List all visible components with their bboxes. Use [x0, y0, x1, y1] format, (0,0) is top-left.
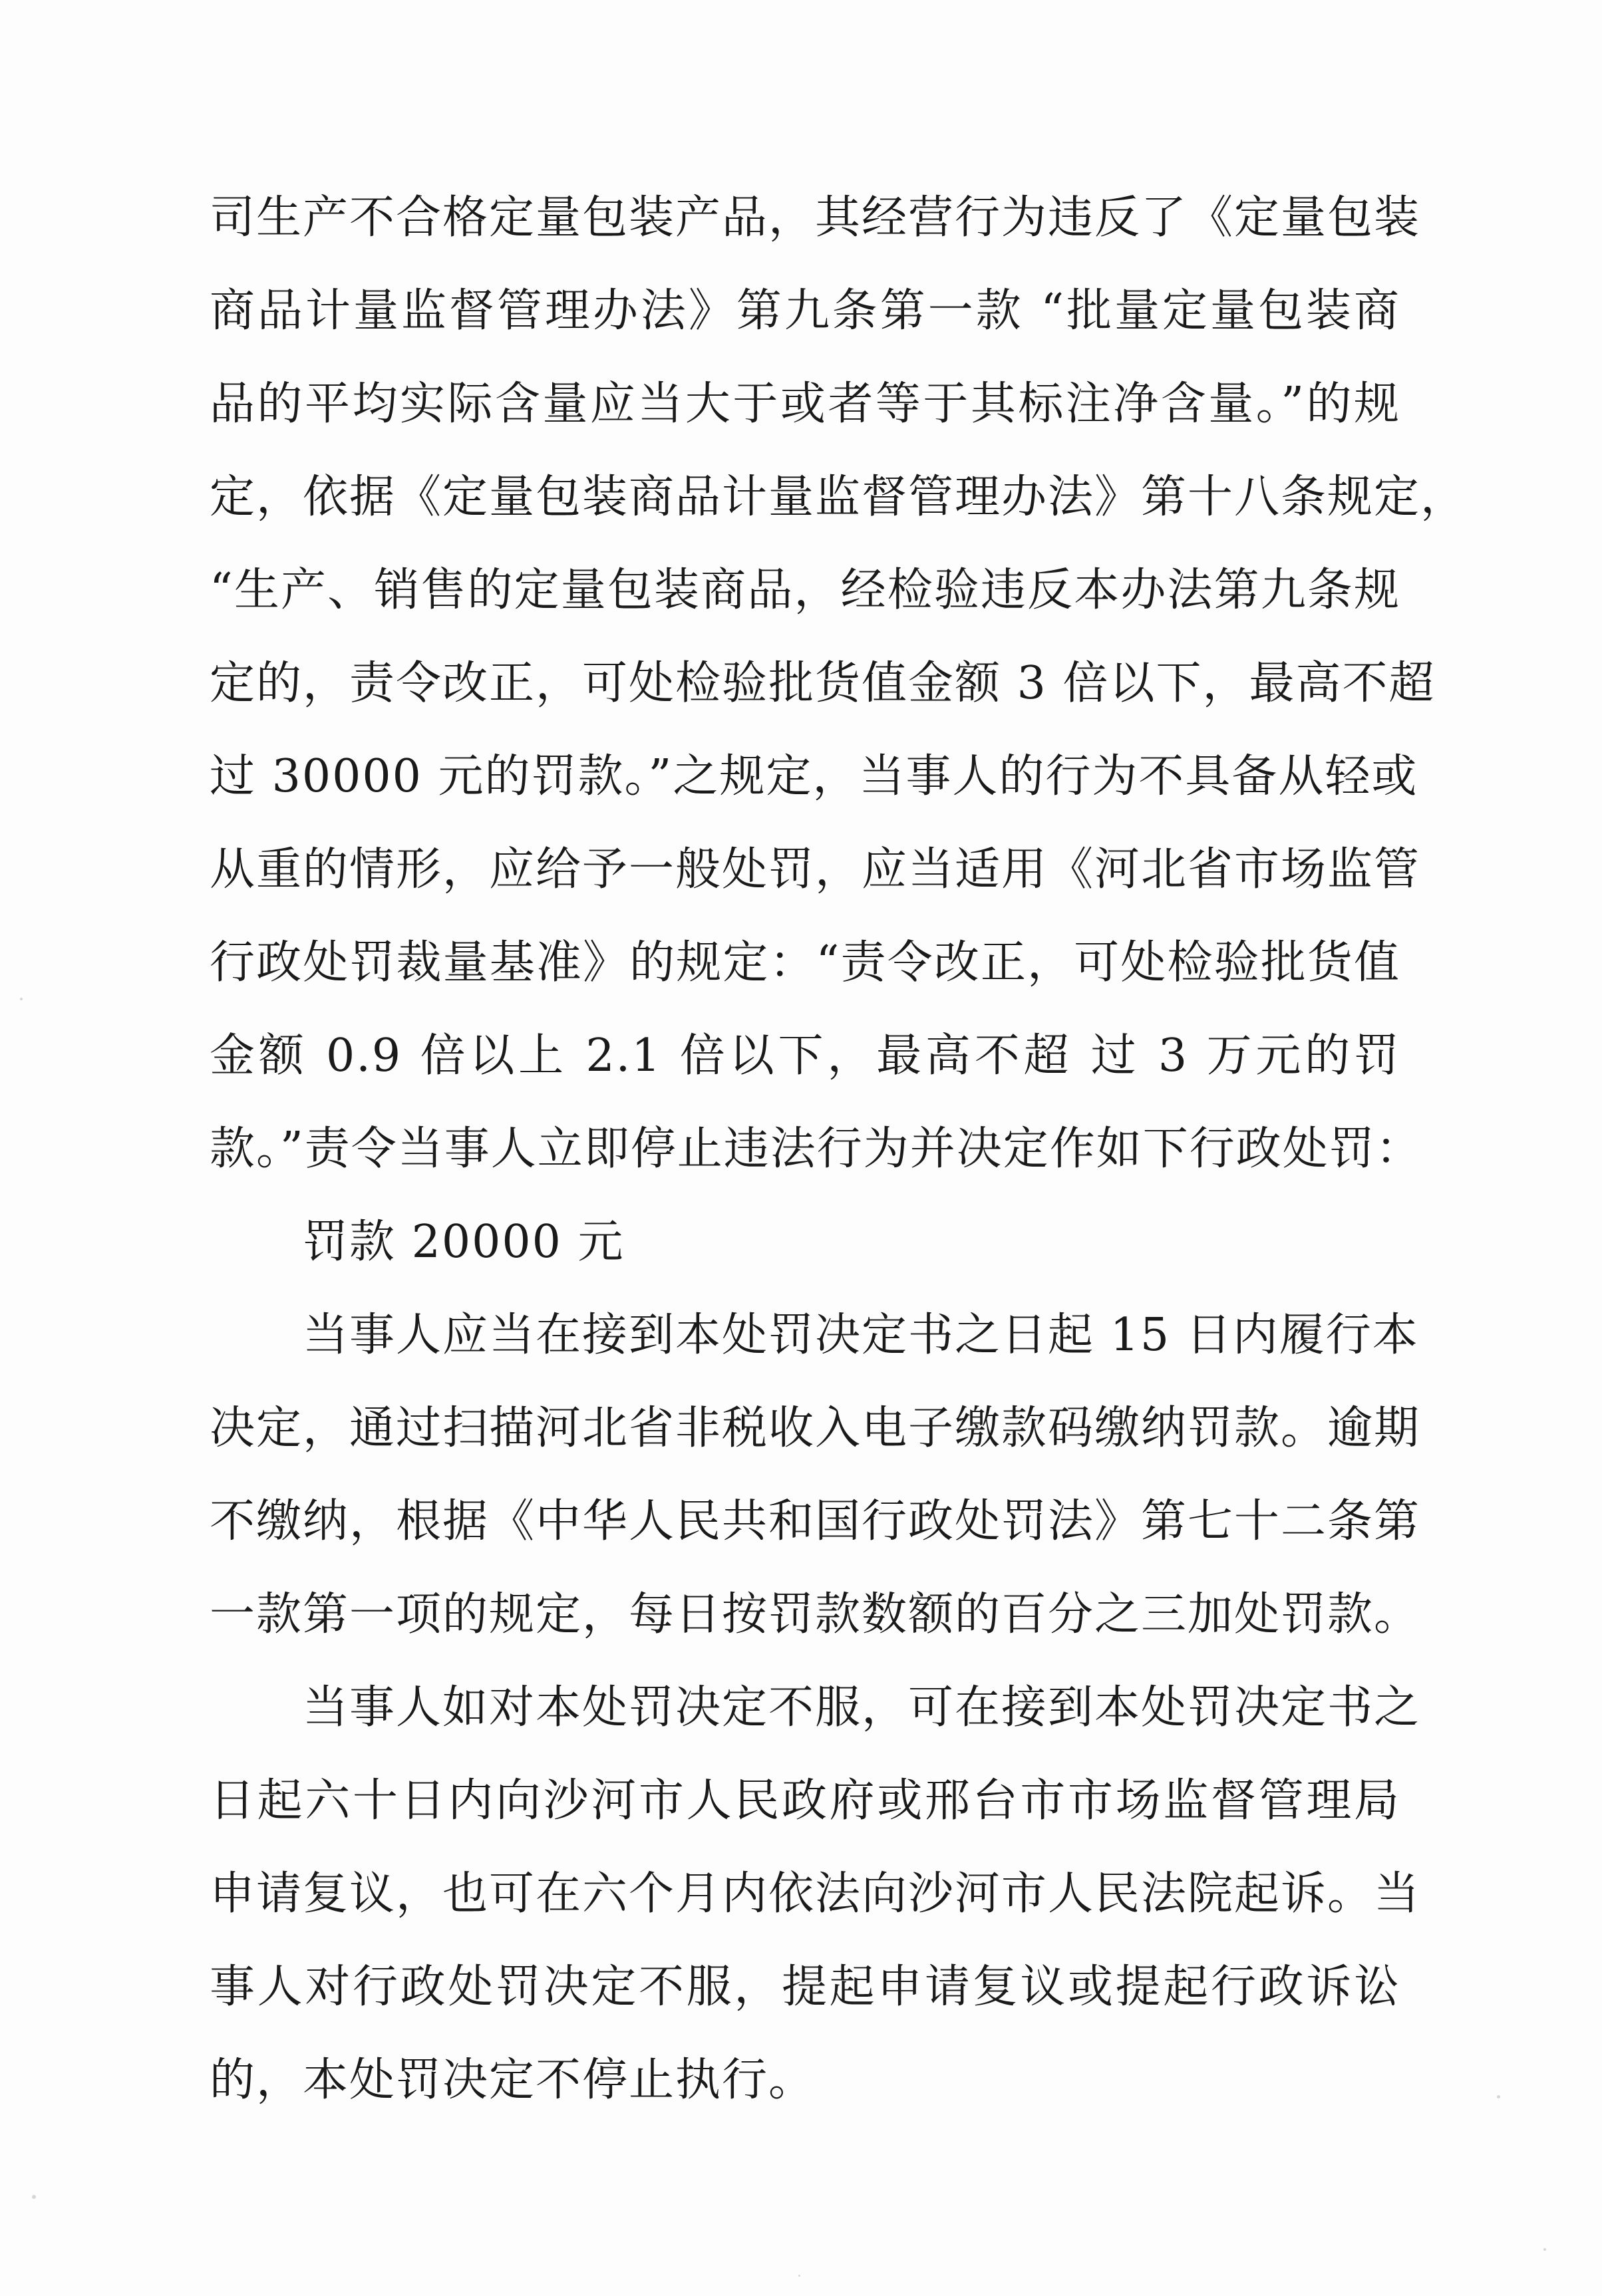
- text-line-18: 日起六十日内向沙河市人民政府或邢台市市场监督管理局: [210, 1775, 1400, 1827]
- text-line-4: 定，依据《定量包装商品计量监督管理办法》第十八条规定，: [210, 471, 1468, 523]
- text-line-15: 不缴纳，根据《中华人民共和国行政处罚法》第七十二条第: [210, 1495, 1421, 1548]
- fine-amount-line: 罚款 20000 元: [303, 1216, 625, 1268]
- text-line-2: 商品计量监督管理办法》第九条第一款 “批量定量包装商: [210, 285, 1400, 337]
- text-line-7: 过 30000 元的罚款。”之规定，当事人的行为不具备从轻或: [210, 750, 1418, 803]
- text-line-8: 从重的情形，应给予一般处罚，应当适用《河北省市场监管: [210, 843, 1421, 896]
- text-line-5: “生产、销售的定量包装商品，经检验违反本办法第九条规: [210, 564, 1400, 617]
- scan-speck: [1543, 2248, 1546, 2251]
- text-line-1: 司生产不合格定量包装产品，其经营行为违反了《定量包装: [210, 192, 1421, 244]
- text-line-6: 定的，责令改正，可处检验批货值金额 3 倍以下，最高不超: [210, 657, 1436, 710]
- scan-speck: [798, 2275, 800, 2277]
- text-line-11: 款。”责令当事人立即停止违法行为并决定作如下行政处罚：: [210, 1123, 1422, 1175]
- text-line-17: 当事人如对本处罚决定不服，可在接到本处罚决定书之: [303, 1681, 1421, 1734]
- scan-speck: [20, 998, 23, 1000]
- text-line-21: 的，本处罚决定不停止执行。: [210, 2054, 816, 2106]
- text-line-20: 事人对行政处罚决定不服，提起申请复议或提起行政诉讼: [210, 1961, 1400, 2013]
- text-line-9: 行政处罚裁量基准》的规定：“责令改正，可处检验批货值: [210, 936, 1400, 989]
- scan-speck: [32, 2195, 36, 2199]
- text-line-10: 金额 0.9 倍以上 2.1 倍以下，最高不超 过 3 万元的罚: [210, 1030, 1400, 1082]
- text-line-19: 申请复议，也可在六个月内依法向沙河市人民法院起诉。当: [210, 1868, 1421, 1920]
- text-line-14: 决定，通过扫描河北省非税收入电子缴款码缴纳罚款。逾期: [210, 1402, 1421, 1455]
- scan-speck: [1497, 2095, 1500, 2098]
- text-line-16: 一款第一项的规定，每日按罚款数额的百分之三加处罚款。: [210, 1588, 1421, 1641]
- text-line-13: 当事人应当在接到本处罚决定书之日起 15 日内履行本: [303, 1309, 1419, 1362]
- text-line-3: 品的平均实际含量应当大于或者等于其标注净含量。”的规: [210, 378, 1400, 430]
